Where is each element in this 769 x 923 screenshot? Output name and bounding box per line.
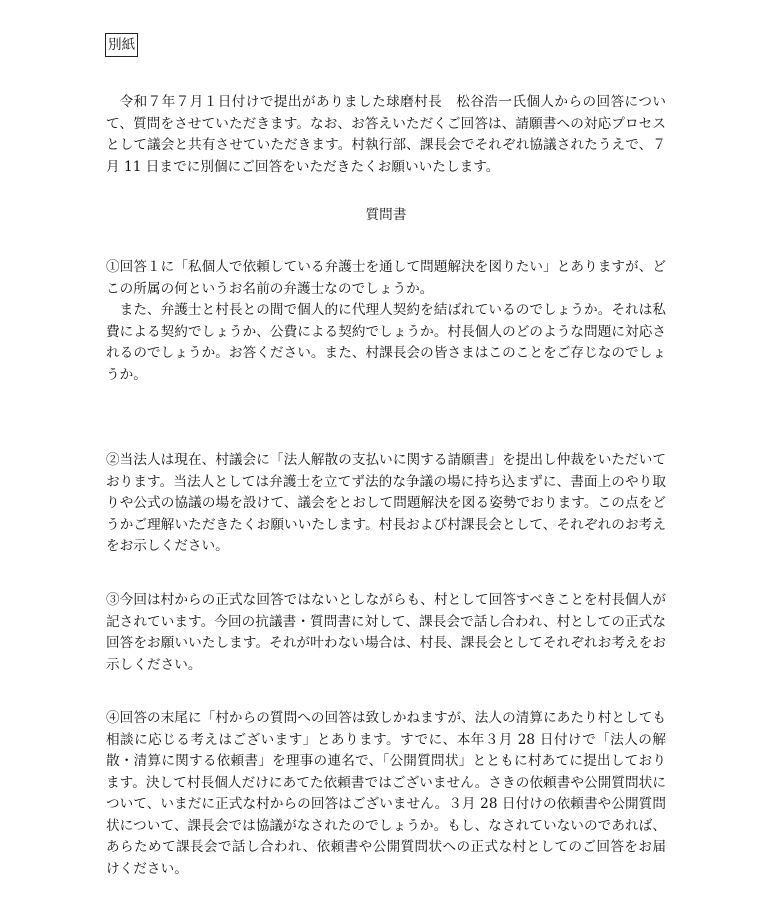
question-3: ③今回は村からの正式な回答ではないとしながらも、村として回答すべきことを村長個人が記されています。今回の抗議書・質問書に対して、課長会で話し合われ、村としての正式な回答をお願いいたします。それが叶わない場合は、村長、課長会としてそれぞれお考えをお示しください。 <box>106 592 666 673</box>
question-4: ④回答の末尾に「村からの質問への回答は致しかねますが、法人の清算にあたり村としても相談に応じる考えはございます」とあります。すでに、本年３月 28 日付けで「法人の解散・清算に関する依頼書」を理事の連名で、「公開質問状」とともに村あてに提出しております。決して村長個人だけにあてた依頼書ではございません。さきの依頼書や公開質問状について、いまだに正式な村からの回答はございません。３月 28 日付けの依頼書や公開質問状について、課長会では協議がなされたのでしょうか。もし、なされていないのであれば、あらためて課長会で話し合われ、依頼書や公開質問状への正式な村としてのご回答をお届けください。 <box>106 710 666 877</box>
question-1-followup: また、弁護士と村長との間で個人的に代理人契約を結ばれているのでしょうか。それは私費による契約でしょうか、公費による契約でしょうか。村長個人のどのような問題に対応されるのでしょうか。お答ください。また、村課長会の皆さまはこのことをご存じなのでしょうか。 <box>106 302 666 383</box>
document-title: 質問書 <box>365 207 407 223</box>
intro-paragraph: 令和７年７月１日付けで提出がありました球磨村長 松谷浩一氏個人からの回答について、質問をさせていただきます。なお、お答えいただくご回答は、請願書への対応プロセスとして議会と共有させていただきます。村執行部、課長会でそれぞれ協議されたうえで、７月 11 日までに別個にご回答をいただきたくお願いいたします。 <box>106 94 666 175</box>
question-1: ①回答１に「私個人で依頼している弁護士を通して問題解決を図りたい」とありますが、どこの所属の何というお名前の弁護士なのでしょうか。 <box>106 259 666 297</box>
attachment-stamp: 別紙 <box>105 33 138 57</box>
question-2: ②当法人は現在、村議会に「法人解散の支払いに関する請願書」を提出し仲裁をいただいております。当法人としては弁護士を立てず法的な争議の場に持ち込まずに、書面上のやり取りや公式の協議の場を設けて、議会をとおして問題解決を図る姿勢でおります。この点をどうかご理解いただきたくお願いいたします。村長および村課長会として、それぞれのお考えをお示しください。 <box>106 452 666 554</box>
